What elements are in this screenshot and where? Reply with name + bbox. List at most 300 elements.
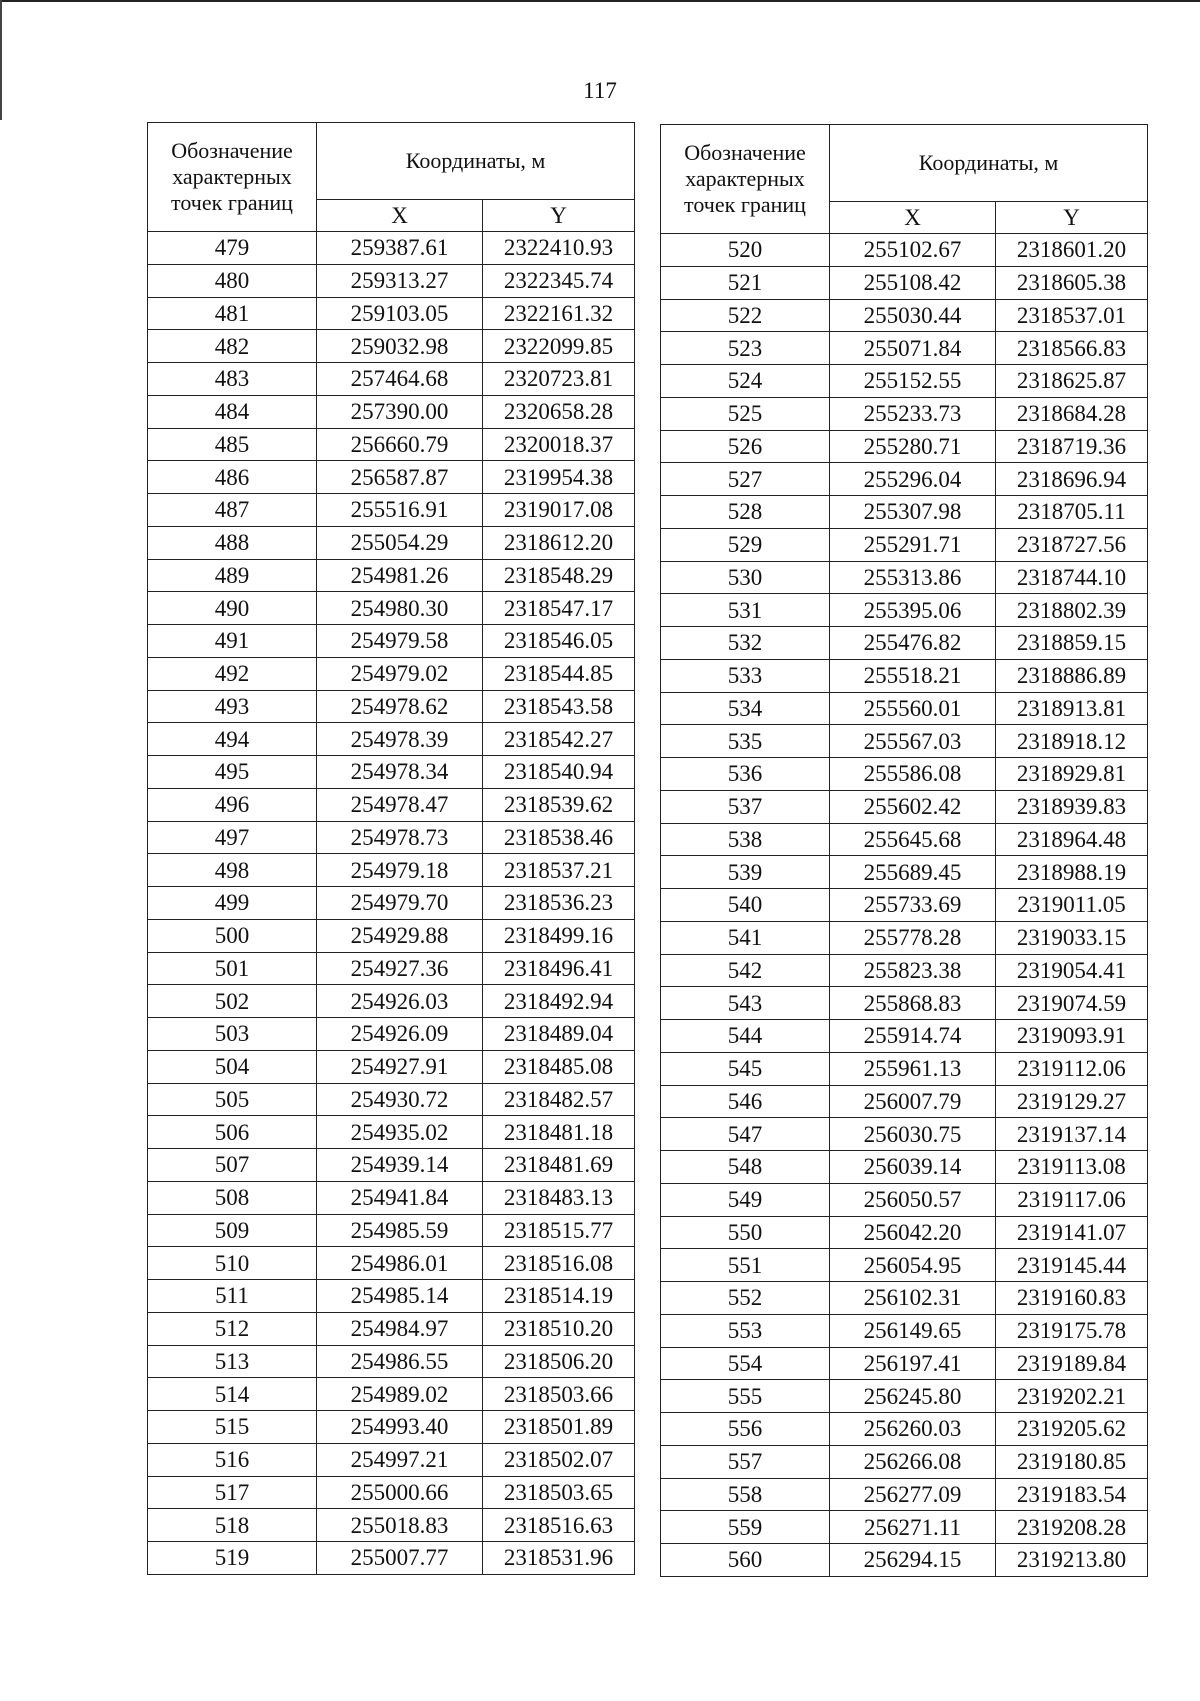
x-coordinate-cell: 257464.68 <box>317 363 483 396</box>
point-number-cell: 516 <box>148 1443 317 1476</box>
table-row <box>148 625 635 658</box>
table-row <box>148 952 635 985</box>
table-row <box>661 234 1148 267</box>
table-row <box>148 1476 635 1509</box>
table-row <box>148 1312 635 1345</box>
table-row <box>661 1380 1148 1413</box>
table-row <box>148 887 635 920</box>
x-coordinate-cell: 255823.38 <box>830 954 996 987</box>
y-coordinate-cell: 2318510.20 <box>483 1312 635 1345</box>
point-number-cell: 551 <box>661 1249 830 1282</box>
point-number-cell: 493 <box>148 690 317 723</box>
point-number-cell: 533 <box>661 659 830 692</box>
x-coordinate-cell: 255071.84 <box>830 332 996 365</box>
y-header: Y <box>483 200 635 232</box>
point-number-cell: 482 <box>148 330 317 363</box>
table-row <box>148 264 635 297</box>
point-number-cell: 558 <box>661 1478 830 1511</box>
y-coordinate-cell: 2318859.15 <box>996 627 1148 660</box>
x-coordinate-cell: 256102.31 <box>830 1282 996 1315</box>
point-number-cell: 481 <box>148 297 317 330</box>
point-number-cell: 479 <box>148 232 317 265</box>
point-number-cell: 494 <box>148 723 317 756</box>
point-number-cell: 527 <box>661 463 830 496</box>
point-number-cell: 507 <box>148 1149 317 1182</box>
y-coordinate-cell: 2318696.94 <box>996 463 1148 496</box>
point-number-cell: 534 <box>661 692 830 725</box>
y-coordinate-cell: 2319129.27 <box>996 1085 1148 1118</box>
x-coordinate-cell: 256260.03 <box>830 1413 996 1446</box>
table-row <box>148 1018 635 1051</box>
table-body-right <box>661 234 1148 1577</box>
x-coordinate-cell: 256054.95 <box>830 1249 996 1282</box>
x-coordinate-cell: 255233.73 <box>830 397 996 430</box>
y-coordinate-cell: 2318537.21 <box>483 854 635 887</box>
x-coordinate-cell: 259387.61 <box>317 232 483 265</box>
y-coordinate-cell: 2318489.04 <box>483 1018 635 1051</box>
x-coordinate-cell: 255007.77 <box>317 1542 483 1575</box>
point-number-cell: 508 <box>148 1181 317 1214</box>
table-row <box>661 266 1148 299</box>
y-coordinate-cell: 2319213.80 <box>996 1544 1148 1577</box>
point-number-cell: 526 <box>661 430 830 463</box>
point-number-cell: 528 <box>661 496 830 529</box>
y-coordinate-cell: 2319141.07 <box>996 1216 1148 1249</box>
table-row <box>148 1083 635 1116</box>
x-coordinate-cell: 255645.68 <box>830 823 996 856</box>
y-coordinate-cell: 2319205.62 <box>996 1413 1148 1446</box>
table-row <box>148 1411 635 1444</box>
point-number-cell: 480 <box>148 264 317 297</box>
x-coordinate-cell: 255108.42 <box>830 266 996 299</box>
y-coordinate-cell: 2318485.08 <box>483 1050 635 1083</box>
point-number-cell: 499 <box>148 887 317 920</box>
table-row <box>148 1542 635 1575</box>
table-row <box>661 627 1148 660</box>
y-coordinate-cell: 2318499.16 <box>483 919 635 952</box>
y-coordinate-cell: 2320658.28 <box>483 395 635 428</box>
y-coordinate-cell: 2319202.21 <box>996 1380 1148 1413</box>
table-row <box>148 297 635 330</box>
x-coordinate-cell: 255961.13 <box>830 1052 996 1085</box>
point-number-cell: 523 <box>661 332 830 365</box>
table-row <box>148 232 635 265</box>
x-coordinate-cell: 254979.18 <box>317 854 483 887</box>
point-number-cell: 504 <box>148 1050 317 1083</box>
point-number-cell: 529 <box>661 528 830 561</box>
y-coordinate-cell: 2318547.17 <box>483 592 635 625</box>
table-row <box>661 299 1148 332</box>
point-number-cell: 545 <box>661 1052 830 1085</box>
table-row <box>661 1118 1148 1151</box>
point-number-cell: 524 <box>661 365 830 398</box>
x-coordinate-cell: 254927.91 <box>317 1050 483 1083</box>
table-row <box>148 592 635 625</box>
scan-edge-top <box>0 0 1200 2</box>
x-coordinate-cell: 255280.71 <box>830 430 996 463</box>
table-row <box>148 395 635 428</box>
y-coordinate-cell: 2318539.62 <box>483 788 635 821</box>
x-coordinate-cell: 254978.34 <box>317 756 483 789</box>
x-coordinate-cell: 255296.04 <box>830 463 996 496</box>
point-number-cell: 530 <box>661 561 830 594</box>
y-coordinate-cell: 2318496.41 <box>483 952 635 985</box>
y-coordinate-cell: 2319954.38 <box>483 461 635 494</box>
x-coordinate-cell: 255868.83 <box>830 987 996 1020</box>
table-row <box>661 987 1148 1020</box>
y-coordinate-cell: 2318540.94 <box>483 756 635 789</box>
point-number-cell: 506 <box>148 1116 317 1149</box>
x-coordinate-cell: 256042.20 <box>830 1216 996 1249</box>
x-coordinate-cell: 254979.70 <box>317 887 483 920</box>
point-number-cell: 509 <box>148 1214 317 1247</box>
table-row <box>148 690 635 723</box>
y-coordinate-cell: 2318481.18 <box>483 1116 635 1149</box>
y-coordinate-cell: 2318492.94 <box>483 985 635 1018</box>
x-coordinate-cell: 254927.36 <box>317 952 483 985</box>
x-coordinate-cell: 254989.02 <box>317 1378 483 1411</box>
point-number-cell: 549 <box>661 1183 830 1216</box>
y-coordinate-cell: 2318605.38 <box>996 266 1148 299</box>
point-number-cell: 520 <box>661 234 830 267</box>
y-coordinate-cell: 2318501.89 <box>483 1411 635 1444</box>
point-number-cell: 547 <box>661 1118 830 1151</box>
table-row <box>661 1085 1148 1118</box>
table-row <box>148 1149 635 1182</box>
table-row <box>661 561 1148 594</box>
x-coordinate-cell: 254979.58 <box>317 625 483 658</box>
point-number-cell: 552 <box>661 1282 830 1315</box>
y-coordinate-cell: 2319160.83 <box>996 1282 1148 1315</box>
y-coordinate-cell: 2318503.65 <box>483 1476 635 1509</box>
x-coordinate-cell: 256660.79 <box>317 428 483 461</box>
table-row <box>661 1544 1148 1577</box>
point-number-cell: 538 <box>661 823 830 856</box>
y-coordinate-cell: 2318802.39 <box>996 594 1148 627</box>
point-number-cell: 490 <box>148 592 317 625</box>
y-coordinate-cell: 2318705.11 <box>996 496 1148 529</box>
x-coordinate-cell: 256266.08 <box>830 1445 996 1478</box>
x-coordinate-cell: 254985.14 <box>317 1280 483 1313</box>
y-coordinate-cell: 2319113.08 <box>996 1151 1148 1184</box>
x-header: X <box>317 200 483 232</box>
point-number-cell: 517 <box>148 1476 317 1509</box>
point-number-cell: 497 <box>148 821 317 854</box>
x-coordinate-cell: 256050.57 <box>830 1183 996 1216</box>
point-number-cell: 498 <box>148 854 317 887</box>
table-row <box>661 856 1148 889</box>
y-coordinate-cell: 2319183.54 <box>996 1478 1148 1511</box>
x-coordinate-cell: 256197.41 <box>830 1347 996 1380</box>
y-coordinate-cell: 2318516.63 <box>483 1509 635 1542</box>
table-row <box>661 1249 1148 1282</box>
point-designation-header: Обозначение характерных точек границ <box>661 125 830 234</box>
x-coordinate-cell: 255307.98 <box>830 496 996 529</box>
y-coordinate-cell: 2318483.13 <box>483 1181 635 1214</box>
y-coordinate-cell: 2318546.05 <box>483 625 635 658</box>
table-row <box>661 725 1148 758</box>
point-number-cell: 510 <box>148 1247 317 1280</box>
point-number-cell: 489 <box>148 559 317 592</box>
point-number-cell: 492 <box>148 657 317 690</box>
y-coordinate-cell: 2320723.81 <box>483 363 635 396</box>
y-coordinate-cell: 2318886.89 <box>996 659 1148 692</box>
x-coordinate-cell: 255602.42 <box>830 790 996 823</box>
y-coordinate-cell: 2319145.44 <box>996 1249 1148 1282</box>
coordinates-header: Координаты, м <box>317 123 635 200</box>
table-row <box>148 1050 635 1083</box>
x-coordinate-cell: 254978.62 <box>317 690 483 723</box>
x-coordinate-cell: 256030.75 <box>830 1118 996 1151</box>
point-number-cell: 519 <box>148 1542 317 1575</box>
y-coordinate-cell: 2318548.29 <box>483 559 635 592</box>
x-coordinate-cell: 257390.00 <box>317 395 483 428</box>
x-coordinate-cell: 254978.47 <box>317 788 483 821</box>
table-row <box>148 526 635 559</box>
table-row <box>661 1314 1148 1347</box>
x-coordinate-cell: 255518.21 <box>830 659 996 692</box>
x-coordinate-cell: 254980.30 <box>317 592 483 625</box>
point-number-cell: 536 <box>661 758 830 791</box>
point-number-cell: 542 <box>661 954 830 987</box>
point-number-cell: 550 <box>661 1216 830 1249</box>
y-coordinate-cell: 2319054.41 <box>996 954 1148 987</box>
y-coordinate-cell: 2322345.74 <box>483 264 635 297</box>
y-coordinate-cell: 2322099.85 <box>483 330 635 363</box>
x-coordinate-cell: 259103.05 <box>317 297 483 330</box>
point-number-cell: 511 <box>148 1280 317 1313</box>
y-coordinate-cell: 2318482.57 <box>483 1083 635 1116</box>
point-number-cell: 486 <box>148 461 317 494</box>
y-coordinate-cell: 2318625.87 <box>996 365 1148 398</box>
table-row <box>661 496 1148 529</box>
x-coordinate-cell: 254993.40 <box>317 1411 483 1444</box>
point-number-cell: 560 <box>661 1544 830 1577</box>
point-number-cell: 502 <box>148 985 317 1018</box>
y-coordinate-cell: 2318544.85 <box>483 657 635 690</box>
point-number-cell: 559 <box>661 1511 830 1544</box>
y-coordinate-cell: 2318515.77 <box>483 1214 635 1247</box>
table-row <box>148 657 635 690</box>
point-number-cell: 554 <box>661 1347 830 1380</box>
point-number-cell: 522 <box>661 299 830 332</box>
x-coordinate-cell: 255733.69 <box>830 889 996 922</box>
x-coordinate-cell: 256007.79 <box>830 1085 996 1118</box>
x-coordinate-cell: 255516.91 <box>317 494 483 527</box>
table-row <box>661 332 1148 365</box>
coordinates-table-left <box>147 122 635 1575</box>
table-row <box>148 363 635 396</box>
table-row <box>148 854 635 887</box>
x-coordinate-cell: 254979.02 <box>317 657 483 690</box>
point-number-cell: 505 <box>148 1083 317 1116</box>
point-designation-header: Обозначение характерных точек границ <box>148 123 317 232</box>
table-row <box>661 1151 1148 1184</box>
point-number-cell: 537 <box>661 790 830 823</box>
x-coordinate-cell: 255152.55 <box>830 365 996 398</box>
y-coordinate-cell: 2319175.78 <box>996 1314 1148 1347</box>
y-coordinate-cell: 2318481.69 <box>483 1149 635 1182</box>
point-number-cell: 487 <box>148 494 317 527</box>
x-coordinate-cell: 254978.73 <box>317 821 483 854</box>
point-number-cell: 531 <box>661 594 830 627</box>
x-coordinate-cell: 254939.14 <box>317 1149 483 1182</box>
x-coordinate-cell: 255000.66 <box>317 1476 483 1509</box>
table-row <box>148 461 635 494</box>
table-row <box>661 365 1148 398</box>
x-coordinate-cell: 254986.55 <box>317 1345 483 1378</box>
y-coordinate-cell: 2318506.20 <box>483 1345 635 1378</box>
x-coordinate-cell: 256294.15 <box>830 1544 996 1577</box>
point-number-cell: 543 <box>661 987 830 1020</box>
y-coordinate-cell: 2319074.59 <box>996 987 1148 1020</box>
y-coordinate-cell: 2319112.06 <box>996 1052 1148 1085</box>
y-coordinate-cell: 2318988.19 <box>996 856 1148 889</box>
y-coordinate-cell: 2318918.12 <box>996 725 1148 758</box>
point-number-cell: 495 <box>148 756 317 789</box>
point-number-cell: 484 <box>148 395 317 428</box>
point-number-cell: 501 <box>148 952 317 985</box>
point-number-cell: 535 <box>661 725 830 758</box>
table-row <box>661 594 1148 627</box>
table-row <box>661 889 1148 922</box>
x-coordinate-cell: 255054.29 <box>317 526 483 559</box>
y-coordinate-cell: 2319137.14 <box>996 1118 1148 1151</box>
x-coordinate-cell: 255586.08 <box>830 758 996 791</box>
y-coordinate-cell: 2318684.28 <box>996 397 1148 430</box>
point-number-cell: 540 <box>661 889 830 922</box>
y-coordinate-cell: 2318516.08 <box>483 1247 635 1280</box>
y-coordinate-cell: 2322161.32 <box>483 297 635 330</box>
x-coordinate-cell: 254941.84 <box>317 1181 483 1214</box>
table-row <box>661 430 1148 463</box>
y-coordinate-cell: 2319017.08 <box>483 494 635 527</box>
point-number-cell: 515 <box>148 1411 317 1444</box>
table-row <box>148 1280 635 1313</box>
table-row <box>661 528 1148 561</box>
point-number-cell: 518 <box>148 1509 317 1542</box>
x-coordinate-cell: 254926.03 <box>317 985 483 1018</box>
table-row <box>661 692 1148 725</box>
table-row <box>661 659 1148 692</box>
table-row <box>661 463 1148 496</box>
x-coordinate-cell: 254984.97 <box>317 1312 483 1345</box>
y-coordinate-cell: 2319189.84 <box>996 1347 1148 1380</box>
x-coordinate-cell: 255313.86 <box>830 561 996 594</box>
table-row <box>148 1443 635 1476</box>
point-number-cell: 491 <box>148 625 317 658</box>
point-number-cell: 532 <box>661 627 830 660</box>
point-number-cell: 539 <box>661 856 830 889</box>
y-coordinate-cell: 2322410.93 <box>483 232 635 265</box>
y-coordinate-cell: 2318503.66 <box>483 1378 635 1411</box>
x-coordinate-cell: 255560.01 <box>830 692 996 725</box>
table-row <box>148 559 635 592</box>
y-coordinate-cell: 2318538.46 <box>483 821 635 854</box>
y-coordinate-cell: 2318502.07 <box>483 1443 635 1476</box>
point-number-cell: 512 <box>148 1312 317 1345</box>
table-row <box>661 1183 1148 1216</box>
x-coordinate-cell: 255914.74 <box>830 1020 996 1053</box>
x-coordinate-cell: 254978.39 <box>317 723 483 756</box>
table-row <box>148 985 635 1018</box>
y-coordinate-cell: 2318543.58 <box>483 690 635 723</box>
x-header: X <box>830 202 996 234</box>
y-coordinate-cell: 2318727.56 <box>996 528 1148 561</box>
x-coordinate-cell: 254997.21 <box>317 1443 483 1476</box>
x-coordinate-cell: 255476.82 <box>830 627 996 660</box>
x-coordinate-cell: 255395.06 <box>830 594 996 627</box>
x-coordinate-cell: 254935.02 <box>317 1116 483 1149</box>
table-row <box>148 330 635 363</box>
x-coordinate-cell: 256587.87 <box>317 461 483 494</box>
x-coordinate-cell: 255018.83 <box>317 1509 483 1542</box>
table-row <box>148 428 635 461</box>
table-row <box>661 1216 1148 1249</box>
x-coordinate-cell: 256149.65 <box>830 1314 996 1347</box>
table-row <box>148 821 635 854</box>
table-row <box>148 1116 635 1149</box>
table-row <box>661 1413 1148 1446</box>
table-row <box>148 1345 635 1378</box>
y-coordinate-cell: 2318601.20 <box>996 234 1148 267</box>
y-coordinate-cell: 2318514.19 <box>483 1280 635 1313</box>
x-coordinate-cell: 256245.80 <box>830 1380 996 1413</box>
point-number-cell: 525 <box>661 397 830 430</box>
table-row <box>148 494 635 527</box>
y-coordinate-cell: 2318744.10 <box>996 561 1148 594</box>
point-number-cell: 488 <box>148 526 317 559</box>
y-coordinate-cell: 2319093.91 <box>996 1020 1148 1053</box>
table-row <box>661 823 1148 856</box>
y-coordinate-cell: 2318929.81 <box>996 758 1148 791</box>
table-row <box>148 788 635 821</box>
x-coordinate-cell: 255030.44 <box>830 299 996 332</box>
table-body-left <box>148 232 635 1575</box>
table-row <box>148 1247 635 1280</box>
point-number-cell: 521 <box>661 266 830 299</box>
y-coordinate-cell: 2318531.96 <box>483 1542 635 1575</box>
point-number-cell: 541 <box>661 921 830 954</box>
x-coordinate-cell: 254986.01 <box>317 1247 483 1280</box>
point-number-cell: 503 <box>148 1018 317 1051</box>
x-coordinate-cell: 255778.28 <box>830 921 996 954</box>
y-coordinate-cell: 2318536.23 <box>483 887 635 920</box>
y-coordinate-cell: 2319117.06 <box>996 1183 1148 1216</box>
point-number-cell: 556 <box>661 1413 830 1446</box>
y-coordinate-cell: 2318913.81 <box>996 692 1148 725</box>
table-row <box>148 1509 635 1542</box>
table-row <box>661 758 1148 791</box>
table-row <box>148 1181 635 1214</box>
table-row <box>661 1478 1148 1511</box>
y-coordinate-cell: 2319011.05 <box>996 889 1148 922</box>
table-row <box>661 954 1148 987</box>
point-number-cell: 496 <box>148 788 317 821</box>
table-row <box>148 1214 635 1247</box>
x-coordinate-cell: 259313.27 <box>317 264 483 297</box>
point-number-cell: 500 <box>148 919 317 952</box>
y-coordinate-cell: 2320018.37 <box>483 428 635 461</box>
point-number-cell: 557 <box>661 1445 830 1478</box>
point-number-cell: 553 <box>661 1314 830 1347</box>
x-coordinate-cell: 255291.71 <box>830 528 996 561</box>
point-number-cell: 485 <box>148 428 317 461</box>
x-coordinate-cell: 256277.09 <box>830 1478 996 1511</box>
table-row <box>661 1020 1148 1053</box>
point-number-cell: 483 <box>148 363 317 396</box>
y-coordinate-cell: 2318542.27 <box>483 723 635 756</box>
